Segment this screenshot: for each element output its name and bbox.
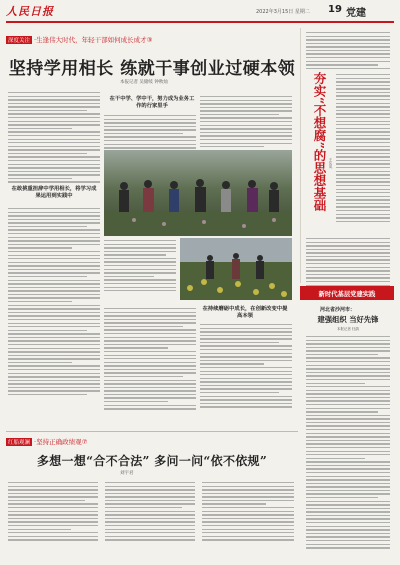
lead-photo-group bbox=[104, 150, 292, 236]
second-body-column-3 bbox=[202, 482, 294, 541]
field-photo-image bbox=[180, 238, 292, 300]
masthead bbox=[6, 3, 394, 21]
second-kicker bbox=[6, 437, 87, 446]
lead-kicker-tag: 深度关注 bbox=[8, 37, 31, 44]
sidebar-banner: 新时代基层党建实践 bbox=[300, 286, 394, 300]
side-article-author: 王丛凤 bbox=[329, 158, 333, 169]
report-title: 建强组织 当好先锋 bbox=[317, 315, 379, 324]
report-region: 河北省沙河市： bbox=[320, 307, 356, 313]
issue-date: 2022年3月15日 星期二 bbox=[256, 9, 310, 15]
report-body bbox=[306, 336, 390, 549]
lead-body-column-3b bbox=[200, 324, 292, 408]
second-body-column-2 bbox=[105, 482, 195, 541]
lead-headline: 坚持学用相长 练就干事创业过硬本领 bbox=[8, 59, 296, 79]
lead-kicker bbox=[6, 35, 152, 44]
lead-subhead-2: 在干中学、学中干，努力成为业务工作的行家里手 bbox=[109, 96, 195, 110]
masthead-rule bbox=[6, 21, 394, 23]
lead-body-column-2 bbox=[104, 115, 196, 152]
lead-body-column-1b bbox=[8, 208, 100, 395]
lead-subhead-3: 在持续磨砺中成长，在创新改变中提高本领 bbox=[202, 306, 288, 320]
page-number: 19 bbox=[328, 4, 342, 15]
side-article-body-bottom bbox=[306, 238, 390, 293]
lead-body-column-2b bbox=[104, 240, 176, 291]
lead-byline: 本报记者 吴储岐 钟秋灿 bbox=[120, 80, 168, 85]
page-section-name: 党建 bbox=[346, 8, 366, 19]
side-article-title: 夯实“不想腐”的思想基础 bbox=[312, 72, 327, 212]
lead-body-column-2c bbox=[104, 308, 196, 410]
section-divider bbox=[6, 431, 298, 432]
second-kicker-text: ·坚持正确政绩观⑦ bbox=[34, 438, 88, 446]
group-photo-image bbox=[104, 150, 292, 236]
second-kicker-tag: 红船观澜 bbox=[8, 439, 31, 446]
lead-subhead-1: 在敢挑重担辞中学用相长，将学习成果运用到实践中 bbox=[11, 186, 97, 200]
second-body-column-1 bbox=[8, 482, 98, 541]
lead-body-column-1 bbox=[8, 92, 100, 183]
side-article-intro bbox=[306, 32, 390, 69]
side-article-body-right bbox=[336, 74, 390, 222]
lead-kicker-text: ·生逢伟大时代，年轻干部如何成长成才③ bbox=[34, 36, 153, 44]
second-headline: 多想一想“合不合法” 多问一问“依不依规” bbox=[36, 454, 268, 468]
second-byline: 刘宇君 bbox=[120, 471, 134, 476]
newspaper-logo: 人民日报 bbox=[6, 5, 54, 18]
lead-photo-field bbox=[180, 238, 292, 300]
report-byline: 本报记者 杜鹃 bbox=[336, 327, 360, 331]
